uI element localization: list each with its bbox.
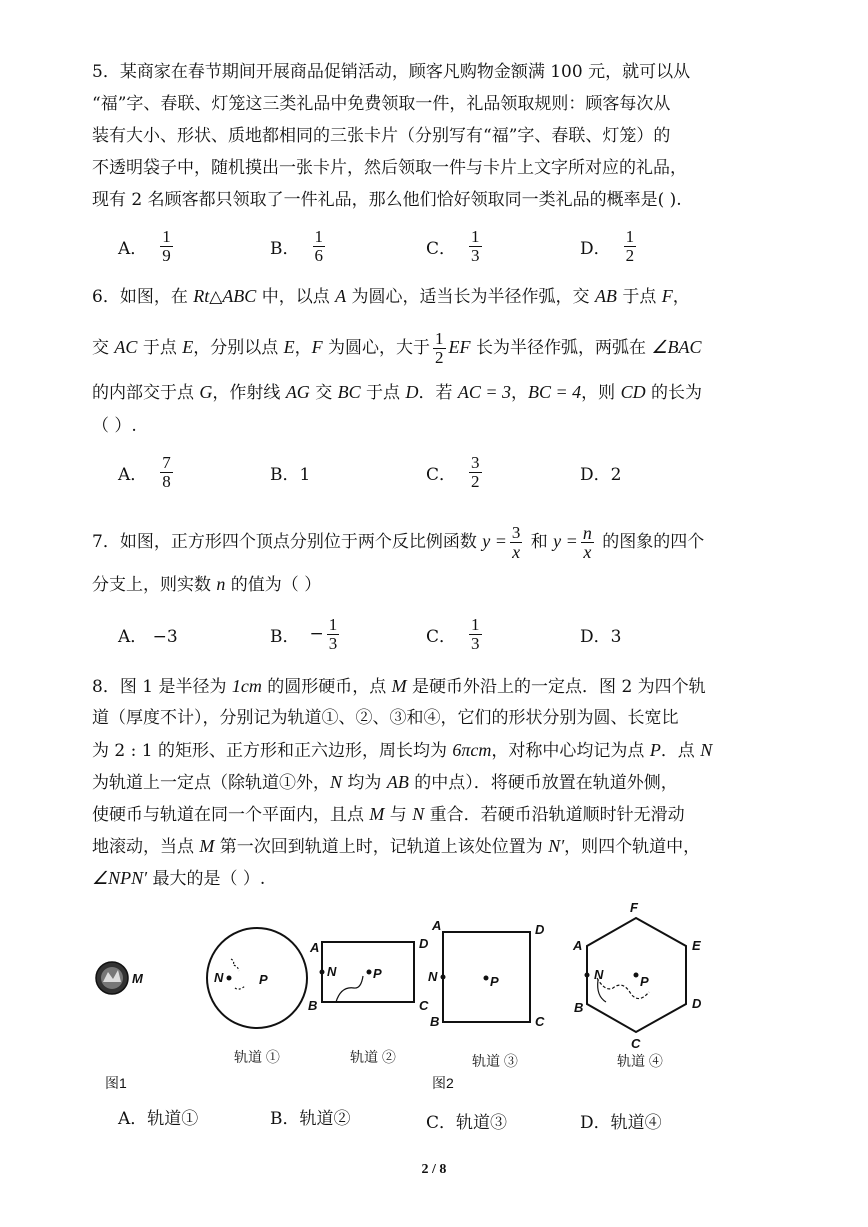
track-3-label-a: A [432,918,442,933]
track-2 [308,936,429,1065]
q5-line-3: 装有大小、形状、质地都相同的三张卡片（分别写有“福”字、春联、灯笼）的 [92,126,671,146]
fig1-caption: 图1 [105,1075,127,1091]
q6-option-c[interactable]: C． $\frac{3}{2}$ [426,452,480,491]
q6-line-2: 交 AC 于点 E，分别以点 E，F 为圆心，大于 $\frac{1}{2}$ EF 长为半径作弧，两弧在 ∠BAC [92,329,702,367]
q5-option-a[interactable]: A． $\frac{1}{9}$ [118,226,171,265]
q7-line-1: 7．如图，正方形四个顶点分别位于两个反比例函数 y = $\frac{3}{x}$ 和 y = $\frac{n}{x}$ 的图象的四个 [92,523,705,562]
track-1 [207,928,307,1065]
track-3-point-p [484,976,489,981]
track-3-label-p: P [490,974,499,989]
track-2-label-p: P [373,966,382,981]
track-4 [572,900,702,1069]
q8-option-d[interactable]: D．轨道④ [580,1112,662,1133]
q8-options [118,1096,758,1136]
track-3-label-n: N [428,969,438,984]
fig2-caption: 图2 [432,1075,454,1091]
q5-option-c[interactable]: C． $\frac{1}{3}$ [426,226,480,265]
track-1-caption: 轨道 ① [234,1049,280,1065]
track-2-label-c: C [419,998,429,1013]
q8-line-2: 道（厚度不计），分别记为轨道①、②、③和④，它们的形状分别为圆、长宽比 [92,708,679,728]
fraction: $\frac{1}{9}$ [162,226,171,265]
track-3-label-d: D [535,922,545,937]
fraction: $\frac{3}{2}$ [471,452,480,491]
q8-option-b[interactable]: B．轨道② [270,1108,351,1129]
track-3-label-c: C [535,1014,545,1029]
fraction: $\frac{1}{2}$ [625,226,635,265]
track-3-point-n [441,975,446,980]
fraction: $\frac{7}{8}$ [162,452,171,491]
q7-option-a[interactable]: A． −3 [118,626,178,647]
track-4-caption: 轨道 ④ [617,1053,663,1069]
track-4-label-e: E [692,938,701,953]
track-4-label-p: P [640,974,649,989]
fraction: $\frac{1}{3}$ [471,614,480,653]
track-4-label-d: D [692,996,702,1011]
q5-options [118,226,758,266]
q6-line-3: 的内部交于点 G，作射线 AG 交 BC 于点 D．若 AC = 3，BC = 4，则 CD 的长为 [92,382,702,403]
q7-option-b[interactable]: B． − $\frac{1}{3}$ [270,614,338,653]
q8-line-6: 地滚动，当点 M 第一次回到轨道上时，记轨道上该处位置为 N′，则四个轨道中， [92,836,701,857]
track-4-label-f: F [630,900,638,915]
track-2-arc [336,976,363,1002]
track-1-label-p: P [259,972,268,987]
track-2-point-p [367,970,372,975]
q6-line-1: 6．如图，在 Rt△ABC 中，以点 A 为圆心，适当长为半径作弧，交 AB 于点 F， [92,286,690,307]
coin-figure [96,962,144,994]
q8-line-1: 8．图 1 是半径为 1cm 的圆形硬币，点 M 是硬币外沿上的一定点．图 2 为四个轨 [92,676,706,697]
fraction: $\frac{1}{3}$ [328,614,338,653]
q8-figure [0,880,868,1100]
track-4-label-n: N [594,967,604,982]
q8-option-c[interactable]: C．轨道③ [426,1112,508,1133]
track-2-point-n [320,970,325,975]
q8-line-3: 为 2 : 1 的矩形、正方形和正六边形，周长均为 6πcm，对称中心均记为点 P．点 N [92,740,713,761]
fraction: $\frac{1}{2}$ [435,329,444,367]
track-2-label-a: A [310,940,320,955]
q8-option-a[interactable]: A．轨道① [118,1108,199,1129]
fraction: $\frac{3}{x}$ [511,523,521,562]
track-1-arc [231,959,239,971]
q5-line-4: 不透明袋子中，随机摸出一张卡片，然后领取一件与卡片上文字所对应的礼品， [92,158,687,178]
q5-option-d[interactable]: D． $\frac{1}{2}$ [580,226,635,265]
coin-point-label: M [132,971,143,986]
track-3-label-b: B [430,1014,440,1029]
q6-option-a[interactable]: A． $\frac{7}{8}$ [118,452,171,491]
track-2-label-b: B [308,998,318,1013]
track-4-label-c: C [631,1036,641,1051]
track-1-label-n: N [214,970,224,985]
fraction: $\frac{1}{3}$ [471,226,480,265]
q7-option-c[interactable]: C． $\frac{1}{3}$ [426,614,480,653]
track-4-label-b: B [574,1000,584,1015]
track-2-label-n: N [327,964,337,979]
q6-options [118,452,758,492]
q7-line-2: 分支上，则实数 n 的值为（ ） [92,574,322,595]
track-3 [428,918,545,1069]
q8-line-5: 使硬币与轨道在同一个平面内，且点 M 与 N 重合．若硬币沿轨道顺时针无滑动 [92,804,685,825]
q6-line-4: （ ）. [92,416,137,436]
q5-line-2: “福”字、春联、灯笼这三类礼品中免费领取一件，礼品领取规则：顾客每次从 [92,94,671,114]
track-2-label-d: D [419,936,429,951]
q7-options [118,614,758,654]
track-1-point-n [227,976,232,981]
track-2-caption: 轨道 ② [350,1049,396,1065]
track-3-caption: 轨道 ③ [472,1053,518,1069]
q5-line-5: 现有 2 名顾客都只领取了一件礼品，那么他们恰好领取同一类礼品的概率是( ). [92,190,682,210]
page-number: 2 / 8 [421,1162,447,1177]
fraction: $\frac{1}{6}$ [314,226,323,265]
q5-option-b[interactable]: B． $\frac{1}{6}$ [270,226,323,265]
q6-option-b[interactable]: B．1 [270,464,311,485]
track-4-point-n [585,973,590,978]
q6-option-d[interactable]: D．2 [580,464,622,485]
track-4-label-a: A [573,938,583,953]
track-4-point-p [634,973,639,978]
q7-option-d[interactable]: D．3 [580,626,622,647]
track-1-arc [235,986,245,989]
q8-line-7: ∠NPN′ 最大的是（ ）. [92,868,266,889]
fraction: $\frac{n}{x}$ [582,523,592,562]
q8-line-4: 为轨道上一定点（除轨道①外，N 均为 AB 的中点）．将硬币放置在轨道外侧， [92,772,678,793]
track-4-arc [598,980,606,1002]
q5-line-1: 5．某商家在春节期间开展商品促销活动，顾客凡购物金额满 100 元，就可以从 [92,62,691,82]
